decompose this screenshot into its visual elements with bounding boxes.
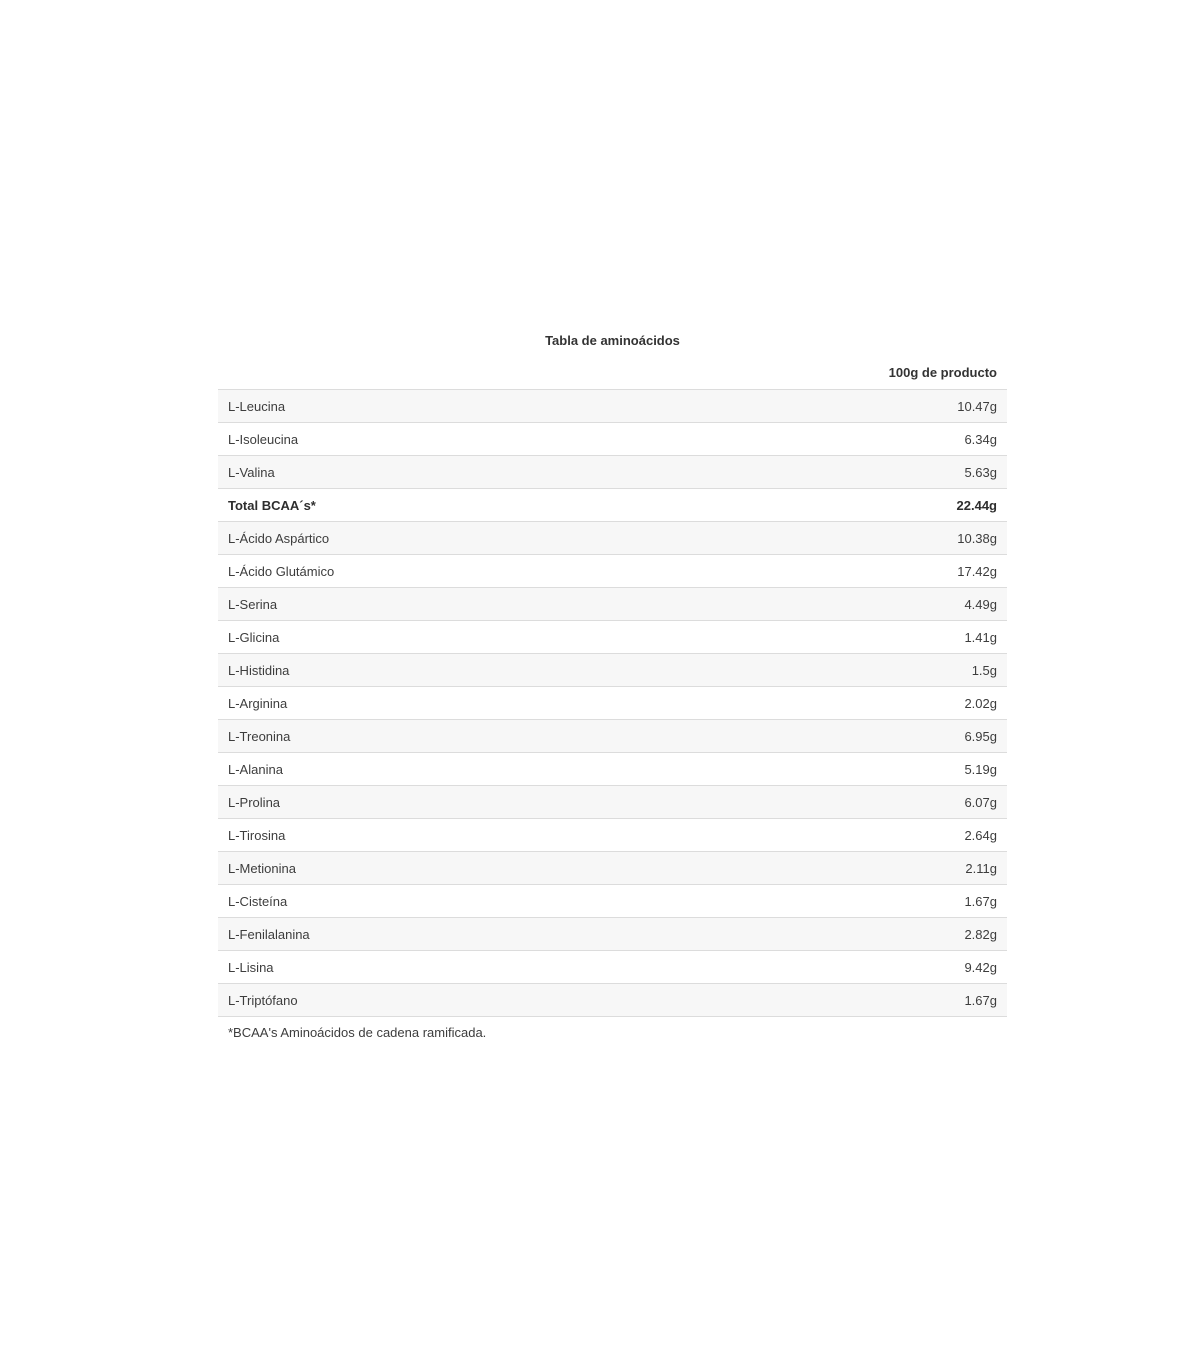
table-row <box>218 522 1007 555</box>
table-row <box>218 423 1007 456</box>
table-footnote: *BCAA's Aminoácidos de cadena ramificada. <box>228 1025 487 1040</box>
table-title: Tabla de aminoácidos <box>545 333 680 348</box>
amino-acid-value: 2.82g <box>964 926 997 942</box>
amino-acid-name: L-Arginina <box>228 695 288 711</box>
amino-acid-name: L-Serina <box>228 596 278 612</box>
table-row <box>218 984 1007 1017</box>
amino-acid-name: L-Metionina <box>228 860 296 876</box>
amino-acid-value: 4.49g <box>964 596 997 612</box>
amino-acid-name: L-Alanina <box>228 761 283 777</box>
amino-acid-name: L-Ácido Glutámico <box>228 563 335 579</box>
amino-acid-name: L-Glicina <box>228 629 280 645</box>
amino-acid-value: 5.19g <box>964 761 997 777</box>
table-row <box>218 753 1007 786</box>
amino-acid-name: L-Histidina <box>228 662 290 678</box>
table-row <box>218 588 1007 621</box>
amino-acid-name: L-Ácido Aspártico <box>228 530 330 546</box>
amino-acid-value: 22.44g <box>956 497 997 513</box>
table-row <box>218 687 1007 720</box>
table-row <box>218 918 1007 951</box>
amino-acid-value: 1.67g <box>964 992 997 1008</box>
amino-acid-name: Total BCAA´s* <box>228 497 316 513</box>
amino-acid-value: 6.07g <box>964 794 997 810</box>
amino-acid-name: L-Valina <box>228 464 275 480</box>
amino-acid-value: 10.38g <box>957 530 997 546</box>
amino-acid-name: L-Cisteína <box>228 893 288 909</box>
amino-acid-name: L-Fenilalanina <box>228 926 310 942</box>
amino-acid-value: 10.47g <box>957 398 997 414</box>
amino-acid-value: 2.11g <box>965 860 997 876</box>
amino-acid-name: L-Lisina <box>228 959 274 975</box>
amino-acid-name: L-Triptófano <box>228 992 298 1008</box>
table-row <box>218 720 1007 753</box>
table-body <box>218 390 1007 1017</box>
amino-acid-value: 9.42g <box>964 959 997 975</box>
table-row <box>218 390 1007 423</box>
table-row <box>218 951 1007 984</box>
amino-acid-value: 17.42g <box>957 563 997 579</box>
amino-acid-table <box>218 324 1007 1049</box>
table-row-total <box>218 489 1007 522</box>
table-row <box>218 885 1007 918</box>
table-row <box>218 654 1007 687</box>
table-row <box>218 819 1007 852</box>
amino-acid-value: 1.67g <box>964 893 997 909</box>
amino-acid-value: 1.41g <box>964 629 997 645</box>
amino-acid-value: 6.34g <box>964 431 997 447</box>
table-row <box>218 456 1007 489</box>
table-row <box>218 555 1007 588</box>
amino-acid-name: L-Isoleucina <box>228 431 299 447</box>
table-row <box>218 852 1007 885</box>
amino-acid-value: 2.02g <box>964 695 997 711</box>
table-row <box>218 786 1007 819</box>
amino-acid-name: L-Tirosina <box>228 827 286 843</box>
amino-acid-name: L-Prolina <box>228 794 281 810</box>
amino-acid-value: 5.63g <box>964 464 997 480</box>
amino-acid-name: L-Treonina <box>228 728 291 744</box>
amino-acid-value: 6.95g <box>964 728 997 744</box>
amino-acid-value: 2.64g <box>964 827 997 843</box>
amino-acid-value: 1.5g <box>971 662 997 678</box>
amino-acid-name: L-Leucina <box>228 398 286 414</box>
table-row <box>218 621 1007 654</box>
column-header: 100g de producto <box>218 357 1007 390</box>
